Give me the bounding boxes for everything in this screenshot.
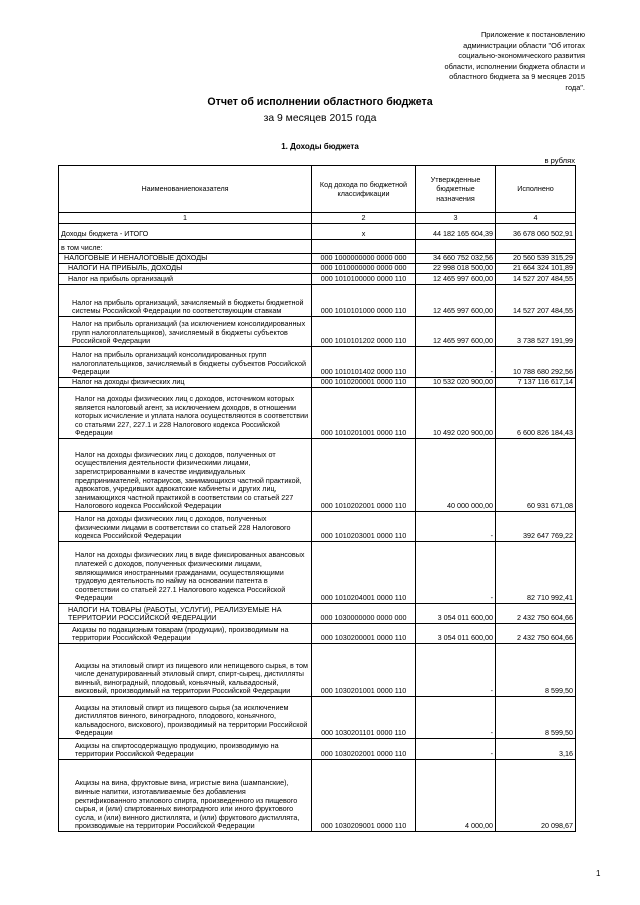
table-row <box>59 644 576 697</box>
table-row <box>59 317 576 347</box>
row-name: НАЛОГИ НА ТОВАРЫ (РАБОТЫ, УСЛУГИ), РЕАЛИЗУЕМЫЕ НА ТЕРРИТОРИИ РОССИЙСКОЙ ФЕДЕРАЦИИ <box>59 604 312 624</box>
appendix-line: области, исполнении бюджета области и <box>444 61 585 71</box>
row-code: 000 1030201001 0000 110 <box>312 644 416 697</box>
table-row <box>59 224 576 240</box>
row-code: 000 1030201101 0000 110 <box>312 697 416 739</box>
row-code: 000 1010101000 0000 110 <box>312 285 416 317</box>
row-planned: - <box>416 542 496 604</box>
table-row <box>59 604 576 624</box>
row-code: 000 1010200001 0000 110 <box>312 378 416 388</box>
row-planned: 22 998 018 500,00 <box>416 264 496 274</box>
appendix-line: областного бюджета за 9 месяцев 2015 <box>449 72 585 82</box>
row-planned: 3 054 011 600,00 <box>416 624 496 644</box>
table-row <box>59 388 576 439</box>
header-indicator-name: Наименованиепоказателя <box>59 166 312 213</box>
row-executed: 10 788 680 292,56 <box>496 347 576 378</box>
row-planned: 12 465 997 600,00 <box>416 317 496 347</box>
row-executed: 36 678 060 502,91 <box>496 224 576 240</box>
section-title: 1. Доходы бюджета <box>281 142 359 151</box>
table-row <box>59 378 576 388</box>
row-planned: 12 465 997 600,00 <box>416 274 496 285</box>
row-planned: 4 000,00 <box>416 760 496 832</box>
row-planned: 40 000 000,00 <box>416 439 496 512</box>
header-income-code: Код дохода по бюджетной классификации <box>312 166 416 213</box>
header-planned: Утвержденные бюджетные назначения <box>416 166 496 213</box>
row-name: Налог на доходы физических лиц в виде фиксированных авансовых платежей с доходов, полученных физическими лицами, являющимися иностранными гражданами, осуществляющими трудовую деятельность по найму на основании патента в соответствии со статьей 227.1 Налогового кодекса Российской Федерации <box>59 542 312 604</box>
row-planned <box>416 240 496 254</box>
row-code: 000 1010101202 0000 110 <box>312 317 416 347</box>
table-row <box>59 240 576 254</box>
row-name: Налог на доходы физических лиц с доходов, полученных физическими лицами в соответствии со статьей 228 Налогового кодекса Российской Федерации <box>59 512 312 542</box>
table-row <box>59 264 576 274</box>
row-planned: 44 182 165 604,39 <box>416 224 496 240</box>
row-code <box>312 240 416 254</box>
row-executed <box>496 240 576 254</box>
column-number: 1 <box>59 213 312 224</box>
appendix-note <box>400 30 585 94</box>
row-code: 000 1010204001 0000 110 <box>312 542 416 604</box>
row-code: 000 1010202001 0000 110 <box>312 439 416 512</box>
row-executed: 14 527 207 484,55 <box>496 274 576 285</box>
row-planned: 12 465 997 600,00 <box>416 285 496 317</box>
row-executed: 8 599,50 <box>496 644 576 697</box>
row-code: 000 1010203001 0000 110 <box>312 512 416 542</box>
column-number-row <box>59 213 576 224</box>
row-executed: 14 527 207 484,55 <box>496 285 576 317</box>
row-name: Налог на доходы физических лиц с доходов, полученных от осуществления деятельности физическими лицами, зарегистрированными в качестве индивидуальных предпринимателей, нотариусов, занимающихся частной практикой, адвокатов, учредивших адвокатские кабинеты и других лиц, занимающихся частной практикой в соответствии со статьей 227 Налогового кодекса Российской Федерации <box>59 439 312 512</box>
revenue-table <box>58 165 576 832</box>
row-planned: - <box>416 697 496 739</box>
row-name: Налог на прибыль организаций, зачисляемый в бюджеты бюджетной системы Российской Федерации по соответствующим ставкам <box>59 285 312 317</box>
row-name: Акцизы на вина, фруктовые вина, игристые вина (шампанские), винные напитки, изготавливаемые без добавления ректификованного этилового спирта, произведенного из пищевого сырья, и (или) спиртованных виноградного или иного фруктового сусла, и (или) винного дистиллята, и (или) фруктового дистиллята, производимые на территории Российской Федерации <box>59 760 312 832</box>
row-name: Акцизы по подакцизным товарам (продукции), производимым на территории Российской Федерации <box>59 624 312 644</box>
row-code: x <box>312 224 416 240</box>
row-code: 000 1030209001 0000 110 <box>312 760 416 832</box>
table-body <box>59 224 576 832</box>
row-code: 000 1010201001 0000 110 <box>312 388 416 439</box>
row-name: в том числе: <box>59 240 312 254</box>
row-executed: 2 432 750 604,66 <box>496 604 576 624</box>
appendix-line: администрации области "Об итогах <box>463 40 585 50</box>
row-planned: 10 492 020 900,00 <box>416 388 496 439</box>
row-name: Доходы бюджета - ИТОГО <box>59 224 312 240</box>
row-planned: - <box>416 739 496 760</box>
appendix-line: социально-экономического развития <box>458 51 585 61</box>
row-planned: 10 532 020 900,00 <box>416 378 496 388</box>
row-executed: 60 931 671,08 <box>496 439 576 512</box>
row-name: Налог на доходы физических лиц <box>59 378 312 388</box>
row-planned: - <box>416 644 496 697</box>
row-planned: 34 660 752 032,56 <box>416 254 496 264</box>
header-executed: Исполнено <box>496 166 576 213</box>
page-number: 1 <box>596 869 601 878</box>
report-title: Отчет об исполнении областного бюджета <box>207 96 433 108</box>
row-planned: - <box>416 512 496 542</box>
row-executed: 82 710 992,41 <box>496 542 576 604</box>
appendix-line: года". <box>565 82 585 92</box>
row-executed: 7 137 116 617,14 <box>496 378 576 388</box>
row-name: Акцизы на спиртосодержащую продукцию, производимую на территории Российской Федерации <box>59 739 312 760</box>
row-name: Акцизы на этиловый спирт из пищевого или непищевого сырья, в том числе денатурированный этиловый спирт, спирт-сырец, дистилляты винный, виноградный, плодовый, коньячный, кальвадосный, висковый, производимый на территории Российской Федерации <box>59 644 312 697</box>
row-name: Налог на доходы физических лиц с доходов, источником которых является налоговый агент, за исключением доходов, в отношении которых исчисление и уплата налога осуществляются в соответствии со статьями 227, 227.1 и 228 Налогового кодекса Российской Федерации <box>59 388 312 439</box>
table-row <box>59 542 576 604</box>
row-code: 000 1030000000 0000 000 <box>312 604 416 624</box>
column-number: 3 <box>416 213 496 224</box>
row-executed: 3 738 527 191,99 <box>496 317 576 347</box>
row-name: НАЛОГИ НА ПРИБЫЛЬ, ДОХОДЫ <box>59 264 312 274</box>
row-executed: 392 647 769,22 <box>496 512 576 542</box>
row-planned: 3 054 011 600,00 <box>416 604 496 624</box>
table-row <box>59 274 576 285</box>
row-executed: 20 560 539 315,29 <box>496 254 576 264</box>
row-name: Налог на прибыль организаций (за исключением консолидированных групп налогоплательщиков), зачисляемый в бюджеты субъектов Российской Федерации <box>59 317 312 347</box>
table-row <box>59 285 576 317</box>
table-row <box>59 760 576 832</box>
row-code: 000 1030202001 0000 110 <box>312 739 416 760</box>
table-row <box>59 347 576 378</box>
row-code: 000 1010101402 0000 110 <box>312 347 416 378</box>
unit-label: в рублях <box>544 156 575 165</box>
row-name: НАЛОГОВЫЕ И НЕНАЛОГОВЫЕ ДОХОДЫ <box>59 254 312 264</box>
header-row <box>59 166 576 213</box>
row-executed: 20 098,67 <box>496 760 576 832</box>
table-row <box>59 739 576 760</box>
row-executed: 8 599,50 <box>496 697 576 739</box>
column-number: 2 <box>312 213 416 224</box>
column-number: 4 <box>496 213 576 224</box>
table-row <box>59 439 576 512</box>
appendix-line: Приложение к постановлению <box>480 30 585 39</box>
table-row <box>59 624 576 644</box>
row-planned: - <box>416 347 496 378</box>
row-name: Налог на прибыль организаций консолидированных групп налогоплательщиков, зачисляемый в бюджеты субъектов Российской Федерации <box>59 347 312 378</box>
row-executed: 3,16 <box>496 739 576 760</box>
row-executed: 6 600 826 184,43 <box>496 388 576 439</box>
table-row <box>59 254 576 264</box>
row-code: 000 1030200001 0000 110 <box>312 624 416 644</box>
row-code: 000 1010000000 0000 000 <box>312 264 416 274</box>
table-row <box>59 512 576 542</box>
row-name: Налог на прибыль организаций <box>59 274 312 285</box>
row-executed: 2 432 750 604,66 <box>496 624 576 644</box>
report-period: за 9 месяцев 2015 года <box>263 113 377 124</box>
table-row <box>59 697 576 739</box>
row-executed: 21 664 324 101,89 <box>496 264 576 274</box>
row-code: 000 1010100000 0000 110 <box>312 274 416 285</box>
row-name: Акцизы на этиловый спирт из пищевого сырья (за исключением дистиллятов винного, виноградного, плодового, коньячного, кальвадосного, вискового), производимый на территории Российской Федерации <box>59 697 312 739</box>
row-code: 000 1000000000 0000 000 <box>312 254 416 264</box>
